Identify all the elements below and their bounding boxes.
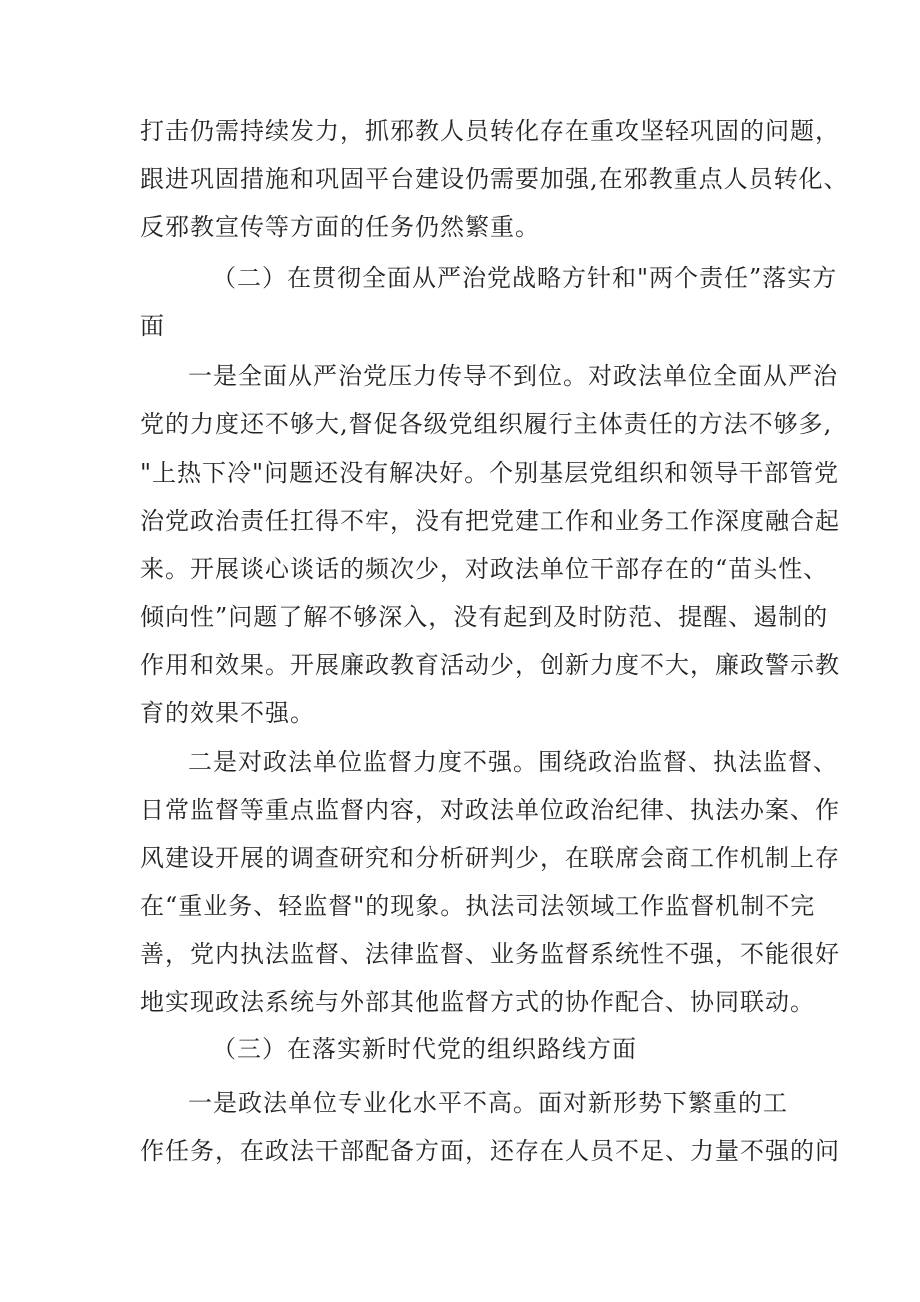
text-line: 来。开展谈心谈话的频次少，对政法单位干部存在的“苗头性、 bbox=[140, 555, 829, 583]
text-line: "上热下冷"问题还没有解决好。个别基层党组织和领导干部管党 bbox=[140, 459, 840, 487]
text-line: 党的力度还不够大,督促各级党组织履行主体责任的方法不够多, bbox=[140, 410, 833, 438]
text-line: 育的效果不强。 bbox=[140, 699, 315, 727]
text-line: 反邪教宣传等方面的任务仍然繁重。 bbox=[140, 213, 540, 241]
text-line: 治党政治责任扛得不牢，没有把党建工作和业务工作深度融合起 bbox=[140, 507, 840, 535]
text-line: 地实现政法系统与外部其他监督方式的协作配合、协同联动。 bbox=[140, 988, 815, 1016]
section-heading-continued: 面 bbox=[140, 312, 165, 340]
section-heading: （二）在贯彻全面从严治党战略方针和"两个责任”落实方 bbox=[212, 264, 838, 292]
text-line: 作用和效果。开展廉政教育活动少，创新力度不大，廉政警示教 bbox=[140, 651, 840, 679]
text-line: 风建设开展的调查研究和分析研判少，在联席会商工作机制上存 bbox=[140, 844, 840, 872]
paragraph-start: 一是政法单位专业化水平不高。面对新形势下繁重的工 bbox=[188, 1089, 788, 1117]
text-line: 跟进巩固措施和巩固平台建设仍需要加强,在邪教重点人员转化、 bbox=[140, 165, 849, 193]
text-line: 作任务，在政法干部配备方面，还存在人员不足、力量不强的问 bbox=[140, 1137, 840, 1165]
text-line: 日常监督等重点监督内容，对政法单位政治纪律、执法办案、作 bbox=[140, 796, 840, 824]
text-line: 倾向性”问题了解不够深入，没有起到及时防范、提醒、遏制的 bbox=[140, 603, 829, 631]
paragraph-start: 一是全面从严治党压力传导不到位。对政法单位全面从严治 bbox=[188, 362, 838, 390]
section-heading: （三）在落实新时代党的组织路线方面 bbox=[212, 1035, 637, 1063]
text-line: 善，党内执法监督、法律监督、业务监督系统性不强，不能很好 bbox=[140, 940, 840, 968]
paragraph-start: 二是对政法单位监督力度不强。围绕政治监督、执法监督、 bbox=[188, 748, 838, 776]
text-line: 在“重业务、轻监督"的现象。执法司法领域工作监督机制不完 bbox=[140, 892, 816, 920]
text-line: 打击仍需持续发力，抓邪教人员转化存在重攻坚轻巩固的问题， bbox=[140, 117, 840, 145]
